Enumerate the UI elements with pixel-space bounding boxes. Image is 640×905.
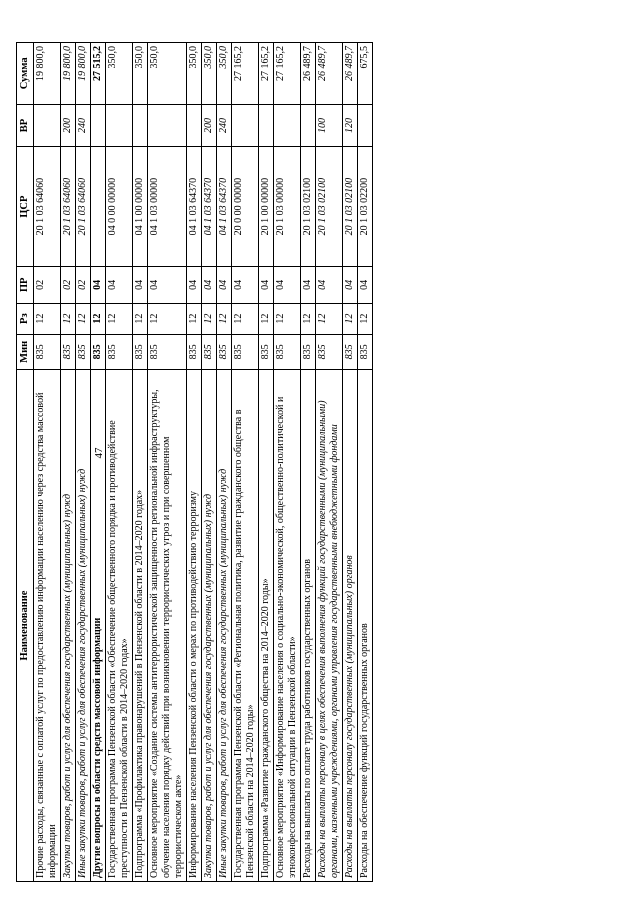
table-row bbox=[316, 43, 343, 882]
table-row bbox=[358, 43, 373, 882]
cell-csr: 20 1 03 00000 bbox=[274, 147, 301, 267]
header-vr: ВР bbox=[17, 104, 34, 147]
cell-vr bbox=[358, 104, 373, 147]
header-rz: Рз bbox=[17, 303, 34, 334]
cell-min: 835 bbox=[274, 334, 301, 370]
cell-pr: 04 bbox=[301, 267, 316, 304]
cell-sum: 350,0 bbox=[106, 43, 133, 105]
table-row bbox=[301, 43, 316, 882]
cell-sum: 27 515,2 bbox=[91, 43, 106, 105]
cell-pr: 04 bbox=[343, 267, 358, 304]
cell-name: Основное мероприятие «Создание системы антитеррористической защищенности региональной инфраструктуры, обучение населения порядку действий при возникновении террористических угроз и при совершенном террористическом акте» bbox=[148, 370, 187, 882]
cell-name: Иные закупки товаров, работ и услуг для обеспечения государственных (муниципальных) нужд bbox=[217, 370, 232, 882]
cell-vr bbox=[148, 104, 187, 147]
cell-name: Подпрограмма «Профилактика правонарушений в Пензенской области в 2014–2020 годах» bbox=[133, 370, 148, 882]
table-row bbox=[217, 43, 232, 882]
cell-name: Государственная программа Пензенской области «Региональная политика, развитие гражданского общества в Пензенской области на 2014–2020 годы» bbox=[232, 370, 259, 882]
table-header-row bbox=[17, 43, 34, 882]
cell-csr: 04 1 03 64370 bbox=[187, 147, 202, 267]
header-min: Мин bbox=[17, 334, 34, 370]
cell-pr: 04 bbox=[217, 267, 232, 304]
cell-rz: 12 bbox=[232, 303, 259, 334]
table-row bbox=[202, 43, 217, 882]
cell-min: 835 bbox=[148, 334, 187, 370]
cell-csr: 20 1 03 64060 bbox=[34, 147, 61, 267]
cell-pr: 04 bbox=[232, 267, 259, 304]
cell-csr: 04 0 00 00000 bbox=[106, 147, 133, 267]
cell-rz: 12 bbox=[187, 303, 202, 334]
cell-sum: 26 489,7 bbox=[301, 43, 316, 105]
cell-sum: 350,0 bbox=[148, 43, 187, 105]
cell-pr: 02 bbox=[34, 267, 61, 304]
cell-min: 835 bbox=[61, 334, 76, 370]
table-row bbox=[34, 43, 61, 882]
cell-pr: 04 bbox=[358, 267, 373, 304]
table-row bbox=[133, 43, 148, 882]
cell-vr: 200 bbox=[202, 104, 217, 147]
cell-sum: 19 800,0 bbox=[61, 43, 76, 105]
cell-csr: 04 1 03 00000 bbox=[148, 147, 187, 267]
cell-name: Расходы на обеспечение функций государственных органов bbox=[358, 370, 373, 882]
cell-vr: 120 bbox=[343, 104, 358, 147]
cell-vr bbox=[259, 104, 274, 147]
table-row bbox=[106, 43, 133, 882]
cell-name: Расходы на выплаты по оплате труда работников государственных органов bbox=[301, 370, 316, 882]
table-row bbox=[61, 43, 76, 882]
cell-name: Подпрограмма «Развитие гражданского общества на 2014–2020 годы» bbox=[259, 370, 274, 882]
cell-vr bbox=[301, 104, 316, 147]
table-row bbox=[91, 43, 106, 882]
cell-rz: 12 bbox=[34, 303, 61, 334]
cell-name: Основное мероприятие «Информирование населения о социально-экономической, общественно-политической и этноконфессиональной ситуации в Пензенской области» bbox=[274, 370, 301, 882]
cell-csr: 20 1 00 00000 bbox=[259, 147, 274, 267]
table-row bbox=[274, 43, 301, 882]
cell-min: 835 bbox=[34, 334, 61, 370]
cell-pr: 04 bbox=[106, 267, 133, 304]
cell-rz: 12 bbox=[76, 303, 91, 334]
cell-vr bbox=[187, 104, 202, 147]
cell-sum: 19 800,0 bbox=[76, 43, 91, 105]
cell-rz: 12 bbox=[106, 303, 133, 334]
table-row bbox=[232, 43, 259, 882]
cell-min: 835 bbox=[343, 334, 358, 370]
cell-rz: 12 bbox=[61, 303, 76, 334]
cell-pr: 04 bbox=[202, 267, 217, 304]
table-row bbox=[187, 43, 202, 882]
cell-min: 835 bbox=[76, 334, 91, 370]
cell-pr: 04 bbox=[148, 267, 187, 304]
cell-name: Иные закупки товаров, работ и услуг для обеспечения государственных (муниципальных) нужд bbox=[76, 370, 91, 882]
cell-rz: 12 bbox=[202, 303, 217, 334]
cell-name: Расходы на выплаты персоналу государственных (муниципальных) органов bbox=[343, 370, 358, 882]
cell-rz: 12 bbox=[133, 303, 148, 334]
cell-rz: 12 bbox=[148, 303, 187, 334]
cell-rz: 12 bbox=[274, 303, 301, 334]
cell-rz: 12 bbox=[301, 303, 316, 334]
cell-csr: 20 1 03 02100 bbox=[343, 147, 358, 267]
cell-sum: 675,5 bbox=[358, 43, 373, 105]
table-row bbox=[259, 43, 274, 882]
budget-table bbox=[16, 42, 373, 882]
cell-name: Государственная программа Пензенской области «Обеспечение общественного порядка и противодействие преступности в Пензенской области в 2014–2020 годах» bbox=[106, 370, 133, 882]
cell-min: 835 bbox=[259, 334, 274, 370]
cell-name: Информирование населения Пензенской области о мерах по противодействию терроризму bbox=[187, 370, 202, 882]
cell-min: 835 bbox=[133, 334, 148, 370]
cell-min: 835 bbox=[232, 334, 259, 370]
cell-name: Другие вопросы в области средств массовой информации bbox=[91, 370, 106, 882]
cell-pr: 02 bbox=[61, 267, 76, 304]
cell-sum: 26 489,7 bbox=[316, 43, 343, 105]
cell-vr bbox=[91, 104, 106, 147]
header-pr: ПР bbox=[17, 267, 34, 304]
cell-min: 835 bbox=[301, 334, 316, 370]
cell-name: Закупка товаров, работ и услуг для обеспечения государственных (муниципальных) нужд bbox=[202, 370, 217, 882]
cell-vr: 240 bbox=[217, 104, 232, 147]
cell-vr bbox=[232, 104, 259, 147]
cell-pr: 02 bbox=[76, 267, 91, 304]
cell-rz: 12 bbox=[217, 303, 232, 334]
table-body bbox=[34, 43, 373, 882]
cell-vr bbox=[34, 104, 61, 147]
table-row bbox=[76, 43, 91, 882]
header-sum: Сумма bbox=[17, 43, 34, 105]
cell-vr bbox=[133, 104, 148, 147]
cell-rz: 12 bbox=[316, 303, 343, 334]
cell-sum: 350,0 bbox=[187, 43, 202, 105]
cell-vr: 240 bbox=[76, 104, 91, 147]
cell-sum: 27 165,2 bbox=[232, 43, 259, 105]
cell-sum: 27 165,2 bbox=[259, 43, 274, 105]
cell-csr: 20 0 00 00000 bbox=[232, 147, 259, 267]
cell-sum: 27 165,2 bbox=[274, 43, 301, 105]
cell-csr: 20 1 03 02100 bbox=[301, 147, 316, 267]
cell-vr: 100 bbox=[316, 104, 343, 147]
cell-pr: 04 bbox=[259, 267, 274, 304]
cell-csr: 04 1 00 00000 bbox=[133, 147, 148, 267]
header-name: Наименование bbox=[17, 370, 34, 882]
cell-csr: 20 1 03 64060 bbox=[76, 147, 91, 267]
rotated-page bbox=[16, 42, 536, 882]
header-csr: ЦСР bbox=[17, 147, 34, 267]
cell-csr: 20 1 03 02200 bbox=[358, 147, 373, 267]
table-row bbox=[148, 43, 187, 882]
cell-rz: 12 bbox=[343, 303, 358, 334]
cell-name: Закупка товаров, работ и услуг для обеспечения государственных (муниципальных) нужд bbox=[61, 370, 76, 882]
cell-min: 835 bbox=[91, 334, 106, 370]
cell-sum: 350,0 bbox=[217, 43, 232, 105]
cell-csr: 20 1 03 02100 bbox=[316, 147, 343, 267]
cell-pr: 04 bbox=[133, 267, 148, 304]
cell-sum: 350,0 bbox=[133, 43, 148, 105]
cell-vr bbox=[106, 104, 133, 147]
cell-min: 835 bbox=[187, 334, 202, 370]
cell-csr bbox=[91, 147, 106, 267]
cell-rz: 12 bbox=[358, 303, 373, 334]
cell-sum: 26 489,7 bbox=[343, 43, 358, 105]
cell-sum: 350,0 bbox=[202, 43, 217, 105]
cell-csr: 04 1 03 64370 bbox=[202, 147, 217, 267]
cell-pr: 04 bbox=[274, 267, 301, 304]
cell-min: 835 bbox=[316, 334, 343, 370]
page-number: 47 bbox=[93, 447, 105, 459]
cell-csr: 04 1 03 64370 bbox=[217, 147, 232, 267]
cell-pr: 04 bbox=[91, 267, 106, 304]
cell-rz: 12 bbox=[91, 303, 106, 334]
cell-min: 835 bbox=[358, 334, 373, 370]
cell-csr: 20 1 03 64060 bbox=[61, 147, 76, 267]
cell-pr: 04 bbox=[316, 267, 343, 304]
cell-sum: 19 800,0 bbox=[34, 43, 61, 105]
cell-name: Прочие расходы, связанные с оплатой услуг по предоставлению информации населению через средства массовой информации bbox=[34, 370, 61, 882]
cell-vr bbox=[274, 104, 301, 147]
cell-name: Расходы на выплаты персоналу в целях обеспечения выполнения функций государственными (муниципальными) органами, казенными учреждениями, органами управления государственными внебюджетными фондами bbox=[316, 370, 343, 882]
table-row bbox=[343, 43, 358, 882]
cell-vr: 200 bbox=[61, 104, 76, 147]
cell-min: 835 bbox=[217, 334, 232, 370]
cell-min: 835 bbox=[106, 334, 133, 370]
cell-min: 835 bbox=[202, 334, 217, 370]
cell-rz: 12 bbox=[259, 303, 274, 334]
cell-pr: 04 bbox=[187, 267, 202, 304]
